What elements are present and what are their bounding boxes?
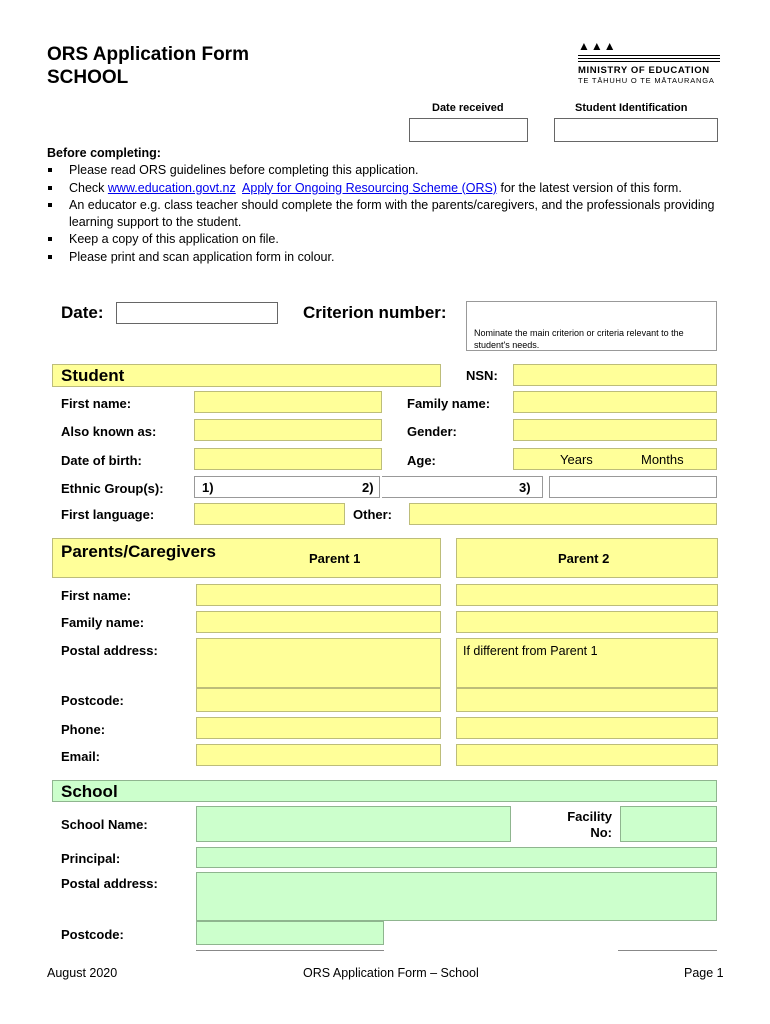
parent-first-name-label: First name:	[61, 588, 132, 603]
footer-title: ORS Application Form – School	[303, 966, 479, 980]
parent-2-heading-box	[456, 538, 718, 578]
list-item: Keep a copy of this application on file.	[47, 231, 717, 248]
title-line-2: SCHOOL	[47, 67, 129, 88]
logo-text: MINISTRY OF EDUCATION	[578, 65, 710, 76]
date-received-field[interactable]	[409, 118, 528, 142]
student-id-field[interactable]	[554, 118, 718, 142]
facility-field[interactable]	[620, 806, 717, 842]
parent2-phone-field[interactable]	[456, 717, 718, 739]
list-item: An educator e.g. class teacher should complete the form with the parents/caregivers, and the professionals providing learning support to the student.	[47, 197, 717, 230]
school-postal-field[interactable]	[196, 872, 717, 921]
parent1-phone-field[interactable]	[196, 717, 441, 739]
parent-postal-label: Postal address:	[61, 643, 158, 658]
parents-heading-box	[52, 538, 441, 578]
list-text: Check	[69, 180, 108, 195]
ethnic-1-field[interactable]	[194, 476, 380, 498]
instructions	[47, 146, 717, 266]
dob-field[interactable]	[194, 448, 382, 470]
date-received-label: Date received	[432, 102, 504, 114]
parent2-family-name-field[interactable]	[456, 611, 718, 633]
school-postcode-label: Postcode:	[61, 927, 124, 942]
school-postal-label: Postal address:	[61, 876, 158, 891]
parent2-postal-hint: If different from Parent 1	[463, 644, 598, 658]
criterion-hint: Nominate the main criterion or criteria relevant to the student's needs.	[474, 328, 684, 350]
mountains-icon: ▲▲▲	[578, 39, 617, 53]
first-language-label: First language:	[61, 507, 155, 522]
parent2-postcode-field[interactable]	[456, 688, 718, 712]
months-label: Months	[641, 452, 684, 467]
family-name-field[interactable]	[513, 391, 717, 413]
parent2-email-field[interactable]	[456, 744, 718, 766]
criterion-label: Criterion number:	[303, 303, 447, 322]
parent2-first-name-field[interactable]	[456, 584, 718, 606]
date-field[interactable]	[116, 302, 278, 324]
parent-1-label: Parent 1	[309, 551, 361, 566]
principal-field[interactable]	[196, 847, 717, 868]
other-language-label: Other:	[353, 507, 392, 522]
parent1-postal-field[interactable]	[196, 638, 441, 688]
list-text: for the latest version of this form.	[497, 180, 682, 195]
aka-label: Also known as:	[61, 424, 157, 439]
waves-icon	[578, 55, 720, 62]
divider	[618, 950, 717, 951]
ethnic-1-marker: 1)	[202, 480, 214, 495]
page-number: Page 1	[684, 966, 724, 980]
parent2-postal-field[interactable]	[456, 638, 718, 688]
parent1-family-name-field[interactable]	[196, 611, 441, 633]
school-name-field[interactable]	[196, 806, 511, 842]
first-name-field[interactable]	[194, 391, 382, 413]
facility-label: Facility No:	[567, 809, 612, 840]
years-label: Years	[560, 452, 593, 467]
parent-postcode-label: Postcode:	[61, 693, 124, 708]
parents-heading: Parents/Caregivers	[61, 542, 216, 561]
ors-link[interactable]: Apply for Ongoing Resourcing Scheme (ORS)	[242, 180, 498, 195]
parent-phone-label: Phone:	[61, 722, 106, 737]
parent-email-label: Email:	[61, 749, 101, 764]
parent1-postcode-field[interactable]	[196, 688, 441, 712]
gender-field[interactable]	[513, 419, 717, 441]
school-heading: School	[52, 780, 717, 802]
date-label: Date:	[61, 303, 104, 322]
nsn-field[interactable]	[513, 364, 717, 386]
school-postcode-field[interactable]	[196, 921, 384, 945]
dob-label: Date of birth:	[61, 453, 142, 468]
list-item: Please print and scan application form in colour.	[47, 249, 717, 266]
first-name-label: First name:	[61, 396, 132, 411]
instructions-list	[47, 162, 717, 265]
instructions-heading: Before completing:	[47, 146, 161, 160]
divider	[196, 950, 384, 951]
gender-label: Gender:	[407, 424, 457, 439]
age-field[interactable]	[513, 448, 717, 470]
parent1-first-name-field[interactable]	[196, 584, 441, 606]
family-name-label: Family name:	[407, 396, 491, 411]
ethnic-3-marker: 3)	[519, 480, 531, 495]
other-language-field[interactable]	[409, 503, 717, 525]
ethnic-3-field[interactable]	[549, 476, 717, 498]
form-title	[47, 43, 249, 89]
aka-field[interactable]	[194, 419, 382, 441]
age-label: Age:	[407, 453, 436, 468]
title-line-1: ORS Application Form	[47, 44, 249, 65]
parent-2-label: Parent 2	[558, 551, 610, 566]
criterion-field[interactable]	[466, 301, 717, 351]
parent-family-name-label: Family name:	[61, 615, 145, 630]
footer-date: August 2020	[47, 966, 118, 980]
list-item: Please read ORS guidelines before completing this application.	[47, 162, 717, 179]
parent1-email-field[interactable]	[196, 744, 441, 766]
nsn-label: NSN:	[466, 368, 498, 383]
list-item	[47, 180, 717, 197]
student-heading: Student	[52, 364, 441, 387]
school-name-label: School Name:	[61, 817, 148, 832]
logo-subtext: TE TĀHUHU O TE MĀTAURANGA	[578, 76, 715, 85]
ethnic-2-marker: 2)	[362, 480, 374, 495]
student-id-label: Student Identification	[575, 102, 688, 114]
ethnic-label: Ethnic Group(s):	[61, 481, 164, 496]
education-link[interactable]: www.education.govt.nz	[107, 180, 236, 195]
principal-label: Principal:	[61, 851, 121, 866]
first-language-field[interactable]	[194, 503, 345, 525]
ministry-logo	[578, 40, 723, 85]
